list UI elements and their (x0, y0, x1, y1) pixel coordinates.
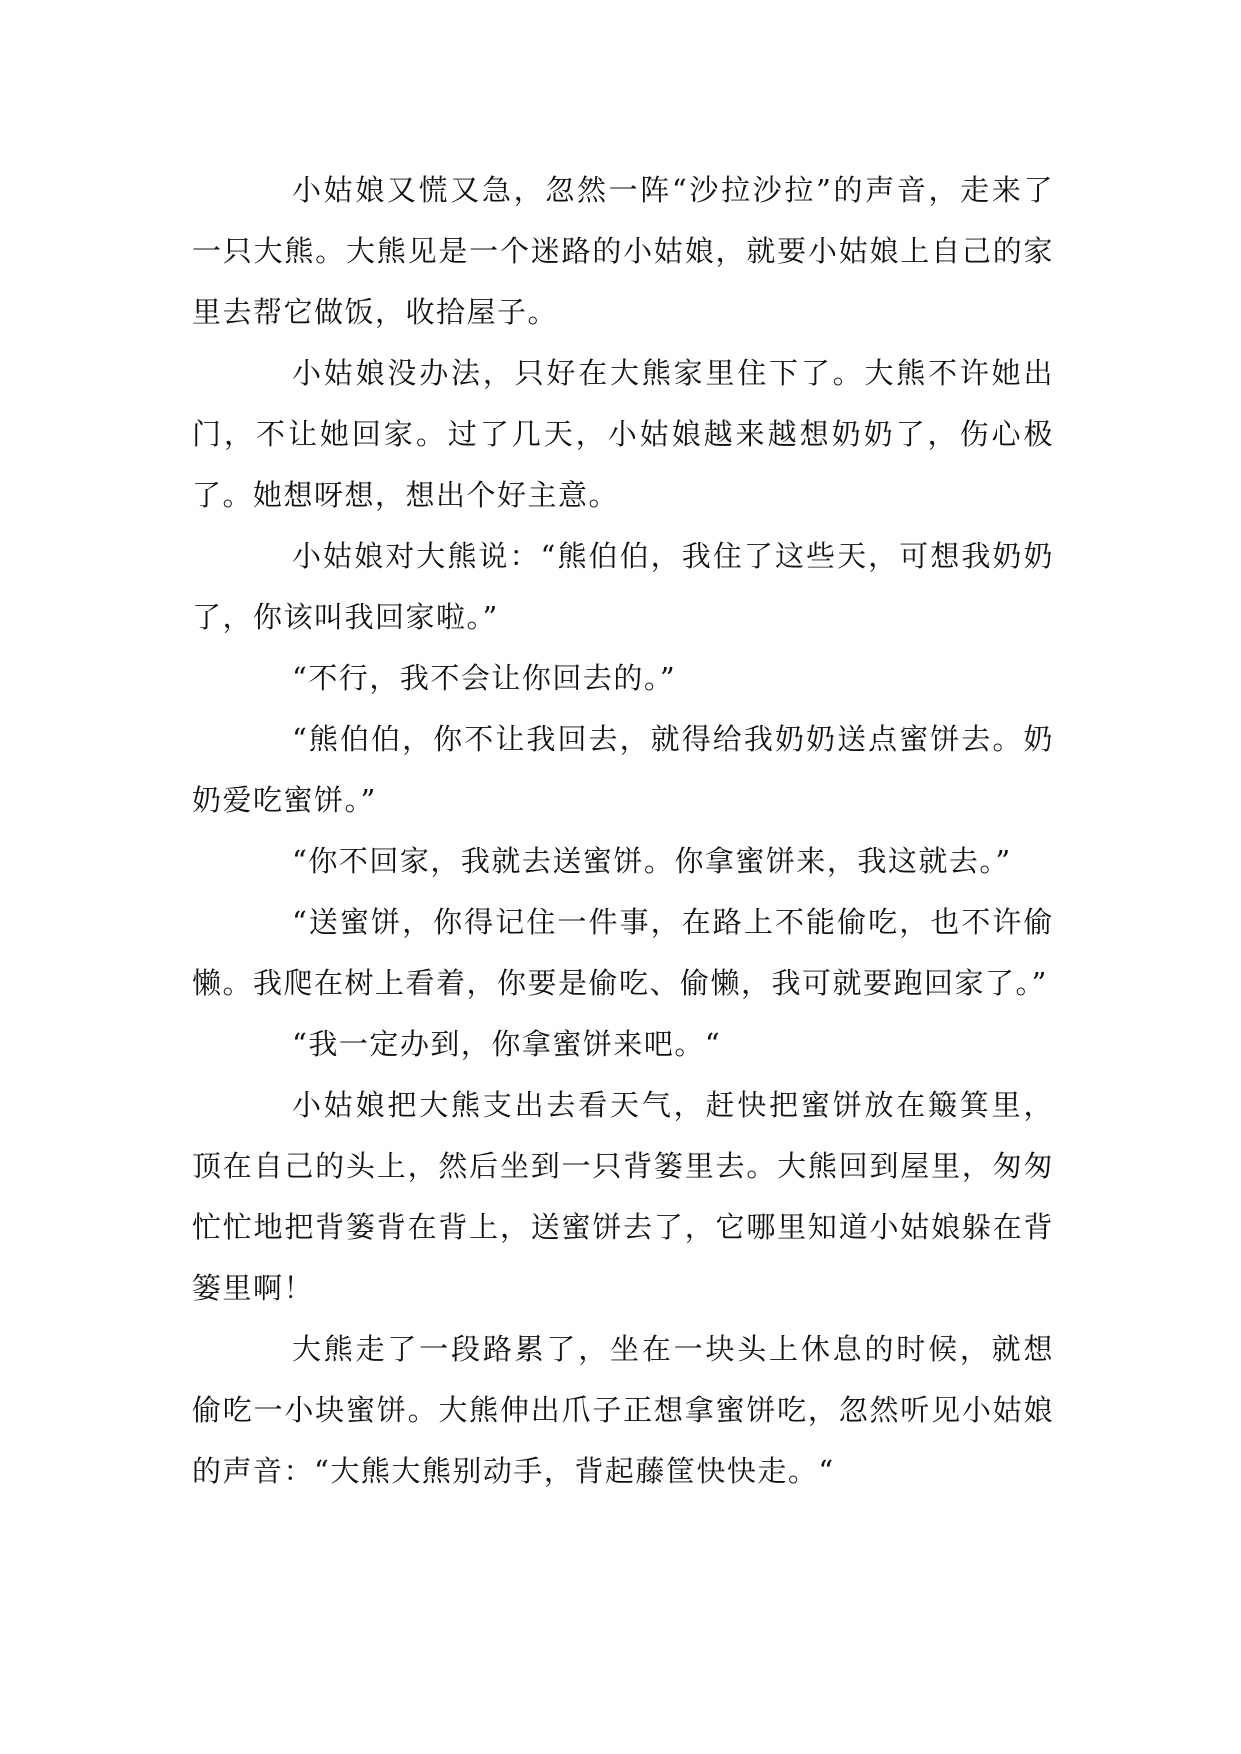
paragraph-6: “你不回家，我就去送蜜饼。你拿蜜饼来，我这就去。” (292, 844, 1012, 878)
paragraph-7: “送蜜饼，你得记住一件事，在路上不能偷吃，也不许偷懒。我爬在树上看着，你要是偷吃、偷懒，我可就要跑回家了。” (192, 905, 1054, 1000)
paragraph-3: 小姑娘对大熊说：“熊伯伯，我住了这些天，可想我奶奶了，你该叫我回家啦。” (192, 539, 1054, 634)
paragraph-4: “不行，我不会让你回去的。” (292, 661, 677, 695)
paragraph-9: 小姑娘把大熊支出去看天气，赶快把蜜饼放在簸箕里，顶在自己的头上，然后坐到一只背篓里去。大熊回到屋里，匆匆忙忙地把背篓背在背上，送蜜饼去了，它哪里知道小姑娘躲在背篓里啊！ (192, 1088, 1054, 1305)
story-text (192, 160, 1054, 1502)
paragraph-10: 大熊走了一段路累了，坐在一块头上休息的时候，就想偷吃一小块蜜饼。大熊伸出爪子正想拿蜜饼吃，忽然听见小姑娘的声音：“大熊大熊别动手，背起藤筐快快走。“ (192, 1332, 1054, 1488)
paragraph-2: 小姑娘没办法，只好在大熊家里住下了。大熊不许她出门，不让她回家。过了几天，小姑娘越来越想奶奶了，伤心极了。她想呀想，想出个好主意。 (192, 356, 1054, 512)
paragraph-5: “熊伯伯，你不让我回去，就得给我奶奶送点蜜饼去。奶奶爱吃蜜饼。” (192, 722, 1054, 817)
paragraph-8: “我一定办到，你拿蜜饼来吧。“ (292, 1027, 722, 1061)
paragraph-1: 小姑娘又慌又急，忽然一阵“沙拉沙拉”的声音，走来了一只大熊。大熊见是一个迷路的小姑娘，就要小姑娘上自己的家里去帮它做饭，收拾屋子。 (192, 173, 1054, 329)
